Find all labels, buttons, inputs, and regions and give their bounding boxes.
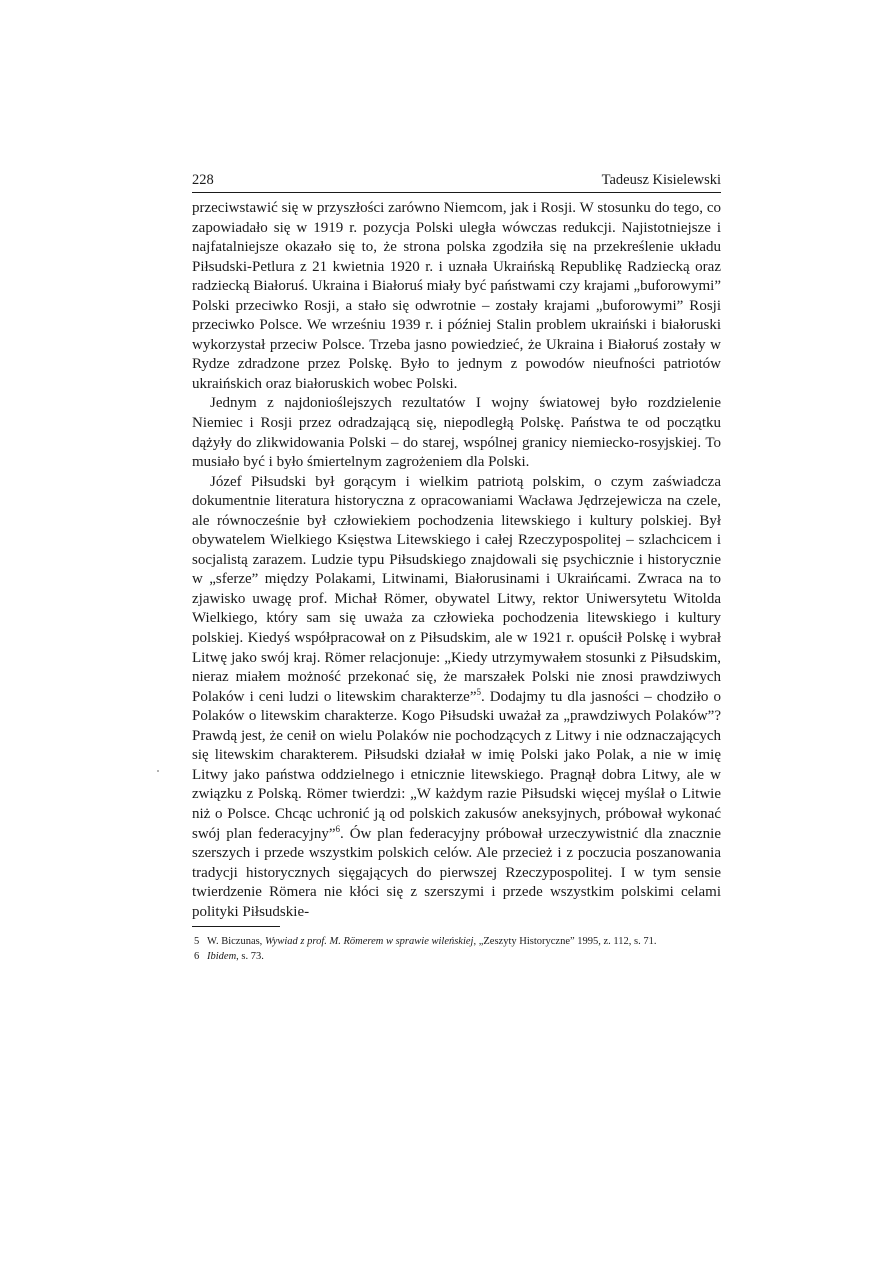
scan-speck: [157, 770, 159, 772]
paragraph-1: przeciwstawić się w przyszłości zarówno Niemcom, jak i Rosji. W stosunku do tego, co zapowiadało się w 1919 r. pozycja Polski uległa wówczas redukcji. Najistotniejsze i najfatalniejsze okazało się to, że strona polska zgodziła się na przekreślenie układu Piłsudski-Petlura z 21 kwietnia 1920 r. i uznała Ukraińską Republikę Radziecką oraz radziecką Białoruś. Ukraina i Białoruś miały być państwami czy krajami „buforowymi” Polski przeciwko Rosji, a stało się odwrotnie – zostały krajami „buforowymi” Rosji przeciwko Polsce. We wrześniu 1939 r. i później Stalin problem ukraiński i białoruski wykorzystał przeciw Polsce. Trzeba jasno powiedzieć, że Ukraina i Białoruś zostały w Rydze zdradzone przez Polskę. Było to jednym z powodów nieufności patriotów ukraińskich oraz białoruskich wobec Polski.: [192, 200, 721, 392]
footnotes: [192, 935, 721, 964]
footnote-source: , s. 73.: [236, 951, 264, 963]
footnote-author: W. Biczunas,: [207, 936, 265, 948]
paragraph-3-part-3: . Ów plan federacyjny próbował urzeczywistnić dla znacznie szerszych i przede wszystkim polskich celów. Ale przecież i z poczucia poszanowania tradycji historycznych sięgających do pierwszej Rzeczypospolitej. I w tym sensie twierdzenie Römera nie kłóci się z szerszymi i przede wszystkim polskimi celami polityki Piłsudskie-: [192, 825, 722, 920]
footnote-separator: [192, 926, 280, 927]
running-head-author: Tadeusz Kisielewski: [601, 172, 721, 188]
footnote-text: [207, 950, 721, 964]
footnote-source: , „Zeszyty Historyczne” 1995, z. 112, s. 71.: [473, 936, 657, 948]
footnote-ref-5[interactable]: 5: [476, 686, 481, 697]
footnote-title: Wywiad z prof. M. Römerem w sprawie wileńskiej: [264, 936, 474, 948]
footnote-text: [207, 935, 721, 949]
footnote-number: 6: [194, 951, 200, 963]
footnote-title: Ibidem: [207, 951, 237, 963]
footnote-6: [192, 950, 721, 964]
paragraph-3: [192, 473, 721, 923]
paragraph-3-part-1: Józef Piłsudski był gorącym i wielkim patriotą polskim, o czym zaświadcza dokumentnie literatura historyczna z opracowaniami Wacława Jędrzejewicza na czele, ale równocześnie był człowiekiem pochodzenia litewskiego i kultury polskiej. Był obywatelem Wielkiego Księstwa Litewskiego i całej Rzeczypospolitej – szlachcicem i socjalistą zarazem. Ludzie typu Piłsudskiego znajdowali się psychicznie i historycznie w „sferze” między Polakami, Litwinami, Białorusinami i Ukraińcami. Zwraca na to zjawisko uwagę prof. Michał Römer, obywatel Litwy, rektor Uniwersytetu Witolda Wielkiego, który sam się uważa za człowieka pochodzenia litewskiego i kultury polskiej. Kiedyś współpracował on z Piłsudskim, ale w 1921 r. opuścił Polskę i wybrał Litwę jako swój kraj. Römer relacjonuje: „Kiedy utrzymywałem stosunki z Piłsudskim, nieraz miałem możność przekonać się, że marszałek Polski nie znosi prawdziwych Polaków i ceni ludzi o litewskim charakterze”: [192, 473, 721, 705]
paragraph-3-part-2: . Dodajmy tu dla jasności – chodziło o Polaków o litewskim charakterze. Kogo Piłsudski uważał za „prawdziwych Polaków”? Prawdą jest, że cenił on wielu Polaków nie pochodzących z Litwy i nie odznaczających się litewskim charakterem. Piłsudski działał w imię Polski jako Polak, a nie w imię Litwy jako państwa oddzielnego i etnicznie litewskiego. Pragnął dobra Litwy, ale w związku z Polską. Römer twierdzi: „W każdym razie Piłsudski więcej myślał o Litwie niż o Polsce. Chcąc uchronić ją od polskich zakusów aneksyjnych, próbował wykonać swój plan federacyjny”: [192, 688, 721, 842]
page-number: 228: [192, 172, 214, 188]
footnote-number: 5: [194, 936, 200, 948]
main-text: [192, 199, 721, 922]
footnote-ref-6[interactable]: 6: [335, 823, 340, 834]
book-page: [192, 172, 721, 965]
footnote-5: [192, 935, 721, 949]
paragraph-2: Jednym z najdonioślejszych rezultatów I wojny światowej było rozdzielenie Niemiec i Rosji przez odradzającą się, niepodległą Polskę. Państwa te od początku dążyły do zlikwidowania Polski – do starej, wspólnej granicy niemiecko-rosyjskiej. To musiało być i było śmiertelnym zagrożeniem dla Polski.: [192, 395, 721, 471]
running-header: [192, 172, 721, 193]
